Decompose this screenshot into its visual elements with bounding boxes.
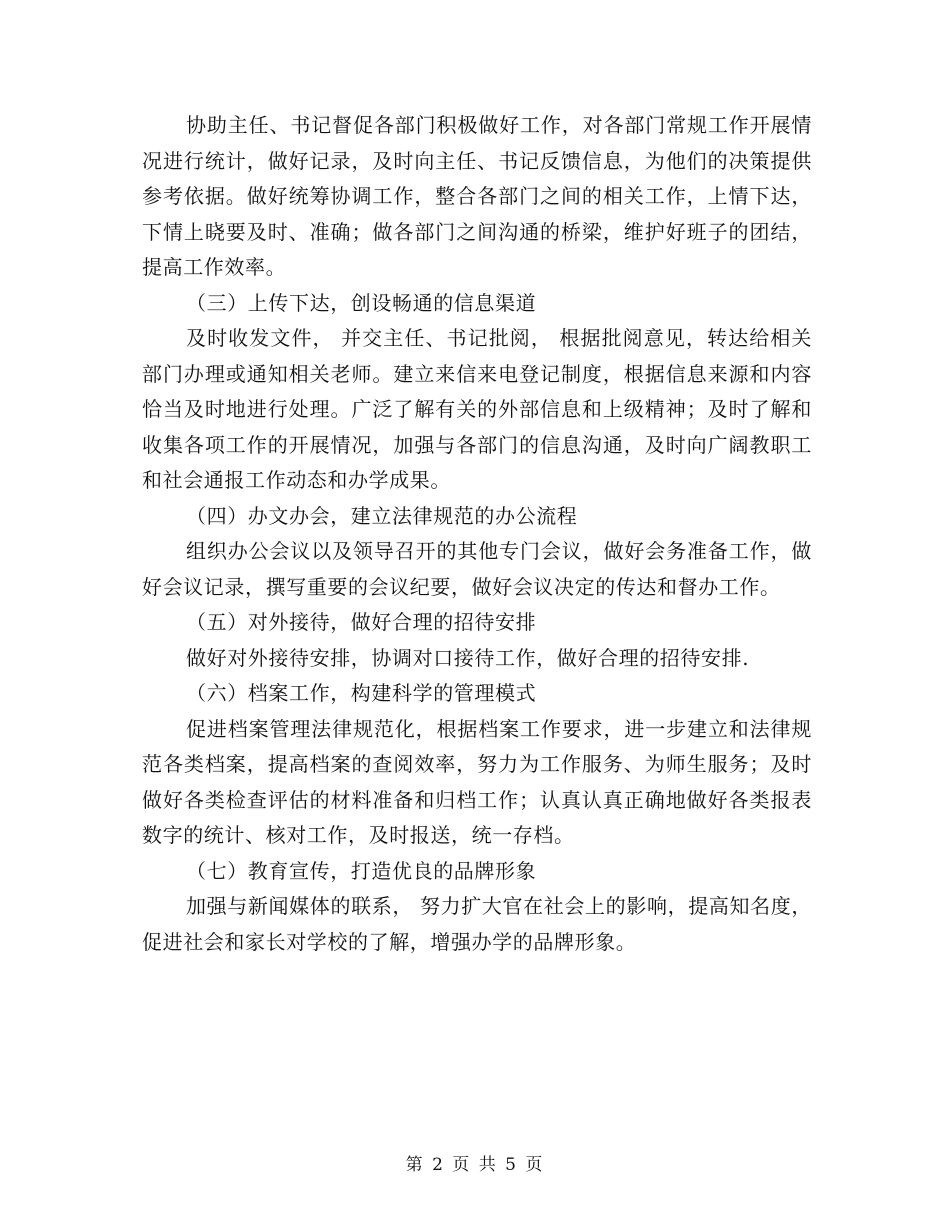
section-heading-3: （三）上传下达，创设畅通的信息渠道 bbox=[186, 290, 537, 315]
document-body bbox=[142, 108, 812, 960]
paragraph-meetings: 组织办公会议以及领导召开的其他专门会议，做好会务准备工作，做好会议记录，撰写重要的会议纪要，做好会议决定的传达和督办工作。 bbox=[142, 539, 812, 599]
section-heading-7: （七）教育宣传，打造优良的品牌形象 bbox=[186, 858, 537, 883]
paragraph-publicity: 加强与新闻媒体的联系， 努力扩大官在社会上的影响，提高知名度，促进社会和家长对学校的了解，增强办学的品牌形象。 bbox=[142, 894, 812, 954]
section-heading-6: （六）档案工作，构建科学的管理模式 bbox=[186, 681, 537, 705]
page-number-footer: 第 2 页 共 5 页 bbox=[405, 1155, 545, 1175]
section-heading-4: （四）办文办会，建立法律规范的办公流程 bbox=[186, 503, 578, 528]
section-heading-5: （五）对外接待，做好合理的招待安排 bbox=[186, 610, 537, 634]
paragraph-reception: 做好对外接待安排，协调对口接待工作，做好合理的招待安排. bbox=[186, 645, 750, 670]
paragraph-coordination: 协助主任、书记督促各部门积极做好工作，对各部门常规工作开展情况进行统计，做好记录，及时向主任、书记反馈信息，为他们的决策提供参考依据。做好统筹协调工作，整合各部门之间的相关工作，上情下达，下情上晓要及时、准确；做各部门之间沟通的桥梁，维护好班子的团结，提高工作效率。 bbox=[142, 113, 812, 279]
paragraph-information: 及时收发文件， 并交主任、书记批阅， 根据批阅意见，转达给相关部门办理或通知相关老师。建立来信来电登记制度，根据信息来源和内容恰当及时地进行处理。广泛了解有关的外部信息和上级精神；及时了解和收集各项工作的开展情况，加强与各部门的信息沟通，及时向广阔教职工和社会通报工作动态和办学成果。 bbox=[142, 326, 812, 492]
paragraph-archives: 促进档案管理法律规范化，根据档案工作要求，进一步建立和法律规范各类档案，提高档案的查阅效率，努力为工作服务、为师生服务；及时做好各类检查评估的材料准备和归档工作；认真认真正确地做好各类报表数字的统计、核对工作，及时报送，统一存档。 bbox=[142, 716, 812, 847]
